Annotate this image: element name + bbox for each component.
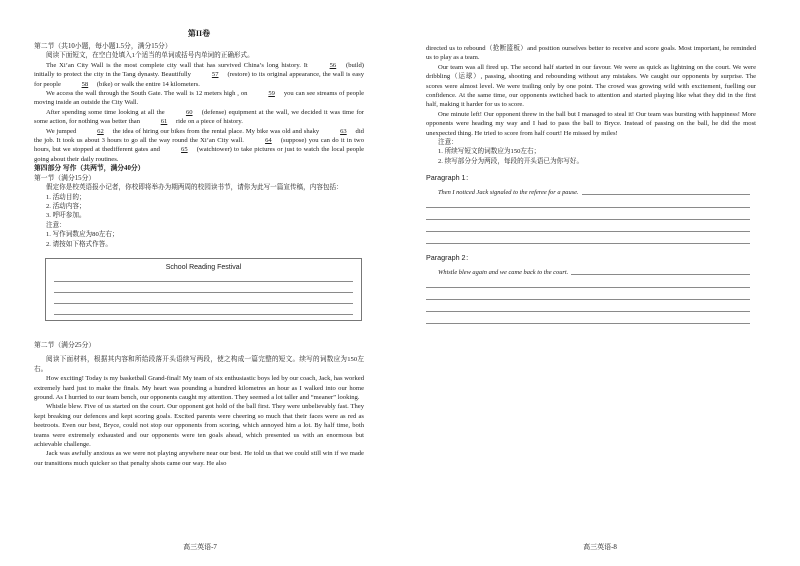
paragraph-1-label: Paragraph 1： bbox=[426, 173, 473, 183]
blank-63: 63 bbox=[340, 127, 347, 135]
task1-note: 2. 请按如下格式作答。 bbox=[46, 240, 112, 248]
cloze-text: (restore) to its original appearance, the wall is easy for people bbox=[34, 71, 365, 88]
page-footer-right: 高三英语-8 bbox=[583, 543, 617, 551]
part4-section2-heading: 第二节（满分25分） bbox=[34, 341, 96, 349]
blank-61: 61 bbox=[160, 118, 168, 126]
blank-58: 58 bbox=[81, 80, 89, 88]
part4-heading: 第四部分 写作（共两节，满分40分） bbox=[34, 165, 145, 173]
story-paragraph-2: Whistle blew. Five of us started on the court. Our opponent got hold of the ball first. They were unbelievably fast. They kept breaking our defences and kept scoring goals. Excited parents were cheering so much that their faces were as red as beetroots. Even our best, Bryce, could not stop our opponents from scoring, which annoyed him a lot. By half time, both teams were extremely exhausted and our opponents were ten goals ahead, which presented us with an enormous but achievable challenge. bbox=[34, 403, 364, 448]
cloze-text: did the job. It took us about 3 hours to go all the way round the Xi’an City wall. bbox=[34, 127, 364, 145]
task2-note-label: 注意： bbox=[438, 139, 458, 147]
writing-line bbox=[571, 274, 750, 275]
cloze-text: We jumped bbox=[46, 127, 77, 135]
task1-note-label: 注意： bbox=[46, 221, 66, 229]
writing-line bbox=[426, 323, 750, 324]
cloze-paragraph-4 bbox=[34, 127, 364, 165]
task1-prompt: 假定你是校英语报小记者，你校即将举办为期两周的校园读书节，请你为此写一篇宣传稿，内容包括： bbox=[46, 184, 343, 192]
story-paragraph-5: One minute left! Our opponent threw in the ball but I managed to steal it! Our team was bursting with happiness! More opponents were heading my way and I had to pass the ball to Bryce. Instead of passing on the ball, he did the most unexpected thing. He tried to score from half court! He missed by miles! bbox=[426, 110, 756, 137]
cloze-text: (bike) or walk the entire 14 kilometers. bbox=[96, 80, 200, 88]
writing-line bbox=[426, 219, 750, 220]
answer-box-title: School Reading Festival bbox=[165, 263, 242, 271]
page-footer-left: 高三英语-7 bbox=[183, 543, 217, 551]
blank-60: 60 bbox=[185, 108, 193, 116]
cloze-text: (watchtower) to take pictures or just to watch the local people going about their daily routines. bbox=[34, 146, 364, 163]
task1-note: 1. 写作词数应为80左右； bbox=[46, 231, 119, 239]
story-paragraph-4: Our team was all fired up. The second half started in our favour. We were as quick as lightning on the court. We were dribbling（运球）, passing, shooting and rebounding without any mistakes. We caught our opponents by surprise. The scores were almost level. We were trailing only by one point. The crowd was growing wild with excitement, fuelling our confidence. At the same time, our opponents switched back to attention and started playing like what they did in the first half, making it harder for us to score. bbox=[426, 63, 756, 109]
cloze-text: (build) initially to protect the city in the Tang dynasty. Beautifully bbox=[34, 61, 364, 79]
cloze-paragraph-1 bbox=[34, 61, 364, 89]
paragraph-2-start bbox=[438, 269, 756, 276]
paragraph-2-label: Paragraph 2： bbox=[426, 253, 473, 263]
paragraph-1-start bbox=[438, 189, 756, 196]
cloze-text: The Xi’an City Wall is the most complete city wall that has survived China’s long history. It bbox=[46, 61, 308, 69]
task2-instruction: 阅读下面材料，根据其内容和所给段落开头语续写两段，使之构成一篇完整的短文。续写的词数应为150左右。 bbox=[34, 356, 364, 373]
writing-line bbox=[54, 281, 353, 282]
cloze-text: you can see streams of people moving inside an outside the City Wall. bbox=[34, 90, 364, 107]
writing-line bbox=[582, 194, 750, 195]
blank-57: 57 bbox=[211, 71, 219, 79]
paragraph-2-opening: Whistle blew again and we came back to the court. bbox=[438, 269, 569, 277]
part4-section1-heading: 第一节（满分15分） bbox=[34, 174, 96, 182]
section2-heading: 第二节（共10小题，每小题1.5分，满分15分） bbox=[34, 43, 172, 50]
right-page bbox=[400, 0, 800, 566]
blank-64: 64 bbox=[265, 137, 272, 145]
blank-56: 56 bbox=[329, 61, 337, 69]
writing-line bbox=[426, 243, 750, 244]
task2-note: 1. 所续写短文的词数应为150左右； bbox=[438, 148, 541, 156]
cloze-text: ride on a piece of history. bbox=[175, 118, 243, 126]
writing-line bbox=[54, 303, 353, 304]
story-paragraph-3: Jack was awfully anxious as we were not playing anywhere near our best. He told us that we could still win if we made our transitions much quicker so that penalty shots came our way. He also bbox=[34, 450, 364, 467]
cloze-text: (suppose) you can do it in two hours, but we stopped at thedifferent gates and bbox=[34, 137, 364, 154]
cloze-text: We access the wall through the South Gate. The wall is 12 meters high , on bbox=[46, 90, 248, 98]
blank-65: 65 bbox=[181, 146, 188, 154]
writing-line bbox=[426, 299, 750, 300]
cloze-text: the idea of hiring our bikes from the rental place. My bike was old and shaky bbox=[112, 127, 320, 135]
blank-59: 59 bbox=[268, 90, 275, 98]
cloze-text: (defense) equipment at the wall, we decided it was time for some action, for nothing was better than bbox=[34, 108, 365, 126]
paragraph-1-opening: Then I noticed Jack signaled to the referee for a pause. bbox=[438, 189, 579, 197]
writing-line bbox=[426, 231, 750, 232]
blank-62: 62 bbox=[97, 127, 104, 135]
writing-line bbox=[426, 207, 750, 208]
writing-line bbox=[426, 311, 750, 312]
task1-item: 2. 活动内容； bbox=[46, 202, 86, 210]
story-paragraph-3-continued: directed us to rebound（抢断篮板）and position ourselves better to receive and score goals. Most important, he reminded us to play as a team. bbox=[426, 45, 756, 62]
left-column bbox=[34, 29, 365, 468]
volume-title: 第II卷 bbox=[187, 29, 211, 38]
story-paragraph-1: How exciting! Today is my basketball Grand-final! My team of six enthusiastic boys led by our coach, Jack, has worked extremely hard just to make the finals. My heart was pounding a hundred kilometres an hour as I walked into our home ground. As I hurried to our team bench, our opponents caught my attention. They seemed a lot taller and “meaner” looking. bbox=[34, 375, 364, 401]
answer-box bbox=[45, 258, 362, 321]
writing-line bbox=[54, 292, 353, 293]
cloze-paragraph-2 bbox=[34, 89, 364, 108]
right-column bbox=[426, 44, 756, 324]
writing-line bbox=[426, 287, 750, 288]
cloze-paragraph-3 bbox=[34, 108, 364, 127]
task1-item: 3. 呼吁参加。 bbox=[46, 212, 86, 220]
cloze-text: After spending some time looking at all the bbox=[46, 108, 165, 116]
writing-line bbox=[54, 314, 353, 315]
task2-note: 2. 续写部分分为两段，每段的开头语已为你写好。 bbox=[438, 157, 584, 165]
section2-instruction: 阅读下面短文，在空白处填入1个适当的单词或括号内单词的正确形式。 bbox=[46, 52, 254, 60]
task1-item: 1. 活动目的； bbox=[46, 193, 86, 201]
